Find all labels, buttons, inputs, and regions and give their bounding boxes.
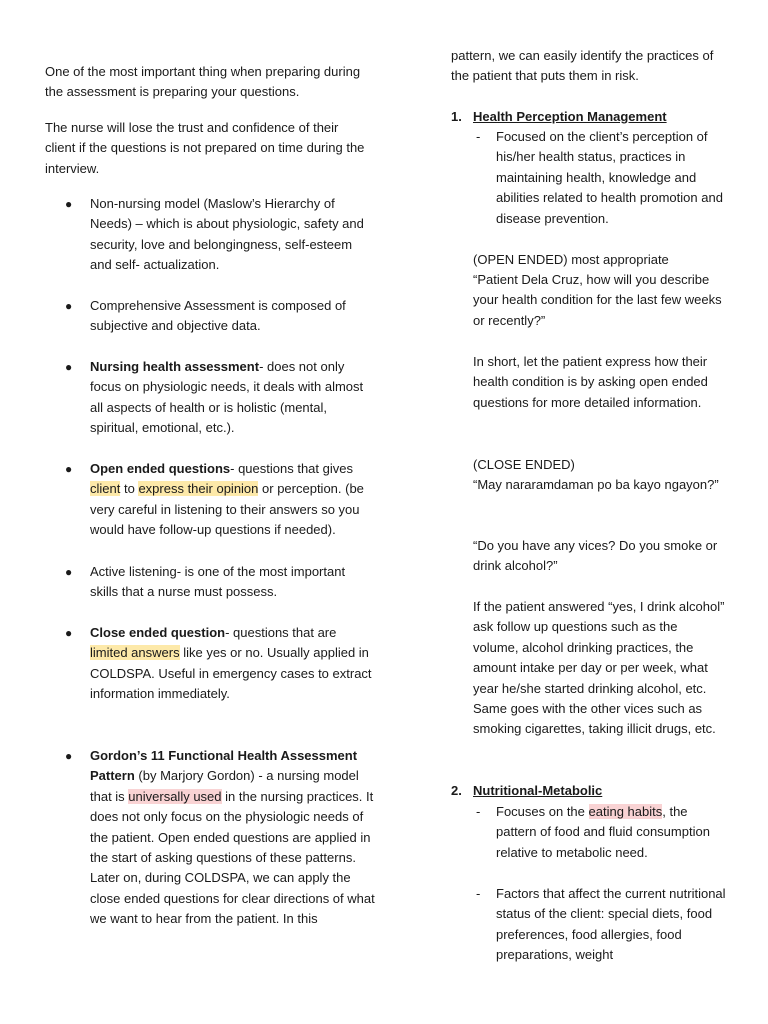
highlight-universally-used: universally used (128, 788, 222, 804)
dash-marker: - (476, 804, 481, 819)
bullet-icon: ● (65, 299, 73, 313)
close-ended-question-2: “Do you have any vices? Do you smoke or drink alcohol?” (473, 538, 718, 574)
bullet-gordon: ● Gordon’s 11 Functional Health Assessment Pattern (by Marjory Gordon) - a nursing model that is universally used in the nursing practices. It does not only focus on the physiologic needs of the patient. Open ended questions are applied in the start of asking questions of these patterns. Later on, during COLDSPA, we can apply the close ended questions for clear directions of what we want to hear from the patient. In this (65, 748, 375, 927)
bullet-icon: ● (65, 360, 73, 374)
bullet-active-listening: ● Active listening- is one of the most important skills that a nurse must possess. (65, 564, 346, 600)
bullet-close-ended: ● Close ended question- questions that are limited answers like yes or no. Usually applied in COLDSPA. Useful in emergency cases to extract information immediately. (65, 625, 372, 702)
open-ended-question: “Patient Dela Cruz, how will you describe your health condition for the last few weeks or recently?” (473, 272, 722, 328)
bullet-icon: ● (65, 462, 73, 476)
highlight-express-opinion: express their opinion (138, 481, 259, 497)
bullet-icon: ● (65, 626, 73, 640)
close-ended-label: (CLOSE ENDED) (473, 457, 575, 472)
nutritional-description-2: - Factors that affect the current nutritional status of the client: special diets, food preferences, food allergies, food preparations, weight (476, 886, 726, 963)
highlight-client: client (90, 481, 121, 497)
dash-marker: - (476, 129, 481, 144)
section-heading-health-perception: 1. Health Perception Management (451, 109, 667, 124)
close-ended-question-1: “May nararamdaman po ba kayo ngayon?” (473, 477, 719, 492)
bullet-icon: ● (65, 197, 73, 211)
in-short-paragraph: In short, let the patient express how their health condition is by asking open ended questions for more detailed information. (473, 354, 708, 410)
open-ended-label: (OPEN ENDED) most appropriate (473, 252, 669, 267)
highlight-limited-answers: limited answers (90, 645, 180, 661)
nutritional-description-1: - Focuses on the eating habits, the pattern of food and fluid consumption relative to metabolic need. (476, 804, 710, 860)
bullet-open-ended: ● Open ended questions- questions that gives client to express their opinion or perception. (be very careful in listening to their answers so you would have follow-up questions if needed). (65, 461, 364, 538)
bullet-icon: ● (65, 565, 73, 579)
continued-paragraph: pattern, we can easily identify the practices of the patient that puts them in risk. (451, 48, 714, 84)
bullet-comprehensive: ● Comprehensive Assessment is composed of subjective and objective data. (65, 298, 346, 334)
section-heading-nutritional-metabolic: 2. Nutritional-Metabolic (451, 783, 603, 798)
highlight-eating-habits: eating habits (588, 804, 663, 819)
bullet-nursing-health-assessment: ● Nursing health assessment- does not only focus on physiologic needs, it deals with almost all aspects of health or is holistic (mental, spiritual, emotional, etc.). (65, 359, 364, 436)
intro-paragraph-2: The nurse will lose the trust and confidence of their client if the questions is not prepared on time during the interview. (45, 120, 365, 176)
health-perception-description: - Focused on the client’s perception of his/her health status, practices in maintaining health, knowledge and abilities related to health promotion and disease prevention. (476, 129, 723, 226)
intro-paragraph-1: One of the most important thing when preparing during the assessment is preparing your questions. (45, 64, 361, 100)
bullet-icon: ● (65, 749, 73, 763)
follow-up-paragraph: If the patient answered “yes, I drink alcohol” ask follow up questions such as the volume, alcohol drinking practices, the amount intake per day or per week, what year he/she started drinking alcohol, etc. Same goes with the other vices such as smoking cigarettes, taking illicit drugs, etc. (473, 599, 725, 737)
bullet-maslow: ● Non-nursing model (Maslow’s Hierarchy of Needs) – which is about physiologic, safety and security, love and belongingness, self-esteem and self- actualization. (65, 196, 364, 273)
dash-marker: - (476, 886, 481, 901)
